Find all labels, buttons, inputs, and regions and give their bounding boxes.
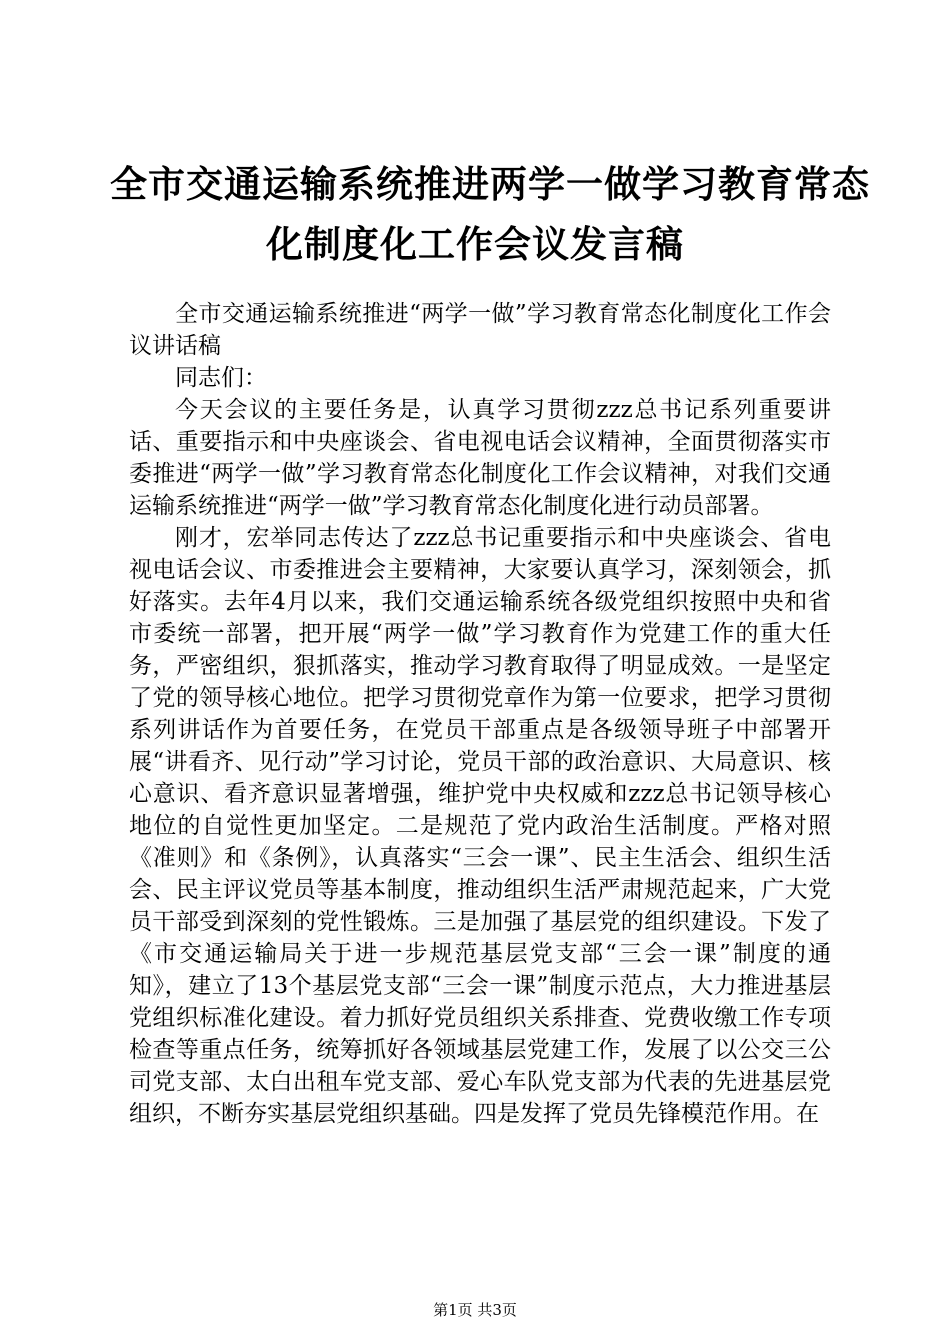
document-body bbox=[129, 298, 831, 1130]
page-number-footer: 第1页 共3页 bbox=[433, 1301, 517, 1319]
document-title-line-2: 化制度化工作会议发言稿 bbox=[266, 222, 684, 266]
body-paragraph-intro: 今天会议的主要任务是，认真学习贯彻zzz总书记系列重要讲话、重要指示和中央座谈会、省电视电话会议精神，全面贯彻落实市委推进“两学一做”学习教育常态化制度化工作会议精神，对我们交通运输系统推进“两学一做”学习教育常态化制度化进行动员部署。 bbox=[129, 397, 831, 519]
body-paragraph-heading: 全市交通运输系统推进“两学一做”学习教育常态化制度化工作会议讲话稿 bbox=[129, 301, 831, 359]
body-paragraph-salutation: 同志们： bbox=[175, 365, 267, 391]
document-title-line-1: 全市交通运输系统推进两学一做学习教育常态 bbox=[110, 162, 870, 206]
body-paragraph-main: 刚才，宏举同志传达了zzz总书记重要指示和中央座谈会、省电视电话会议、市委推进会主要精神，大家要认真学习，深刻领会，抓好落实。去年4月以来，我们交通运输系统各级党组织按照中央和省市委统一部署，把开展“两学一做”学习教育作为党建工作的重大任务，严密组织，狠抓落实，推动学习教育取得了明显成效。一是坚定了党的领导核心地位。把学习贯彻党章作为第一位要求，把学习贯彻系列讲话作为首要任务，在党员干部重点是各级领导班子中部署开展“讲看齐、见行动”学习讨论，党员干部的政治意识、大局意识、核心意识、看齐意识显著增强，维护党中央权威和zzz总书记领导核心地位的自觉性更加坚定。二是规范了党内政治生活制度。严格对照《准则》和《条例》，认真落实“三会一课”、民主生活会、组织生活会、民主评议党员等基本制度，推动组织生活严肃规范起来，广大党员干部受到深刻的党性锻炼。三是加强了基层党的组织建设。下发了《市交通运输局关于进一步规范基层党支部“三会一课”制度的通知》，建立了13个基层党支部“三会一课”制度示范点，大力推进基层党组织标准化建设。着力抓好党员组织关系排查、党费收缴工作专项检查等重点任务，统筹抓好各领域基层党建工作，发展了以公交三公司党支部、太白出租车党支部、爱心车队党支部为代表的先进基层党组织，不断夯实基层党组织基础。四是发挥了党员先锋模范作用。在 bbox=[129, 525, 831, 1127]
